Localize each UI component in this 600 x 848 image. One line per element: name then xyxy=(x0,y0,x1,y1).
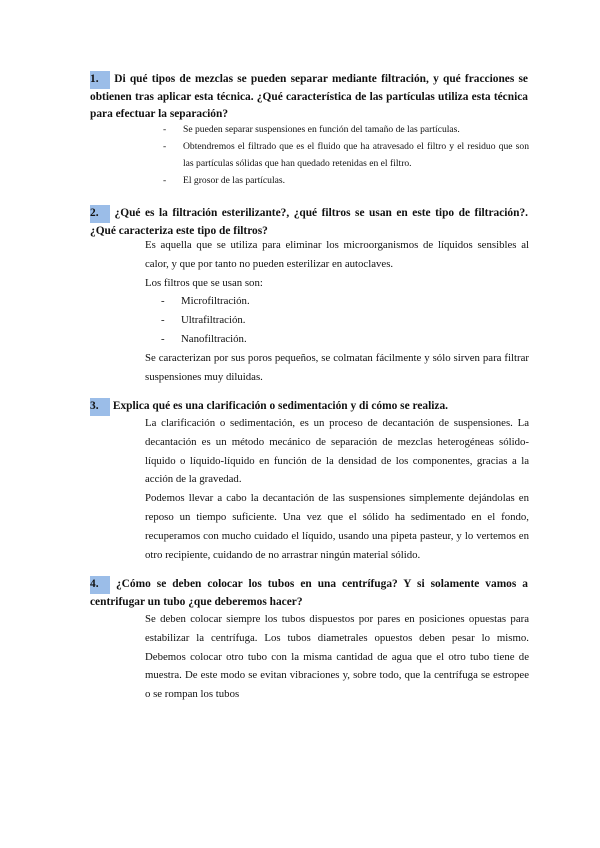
question-number: 3. xyxy=(90,398,110,416)
list-item: - Obtendremos el filtrado que es el fluido que ha atravesado el filtro y el residuo que son las partículas sólidas que han quedado retenidas en el filtro. xyxy=(163,138,529,172)
question-3-answer xyxy=(145,414,529,564)
paragraph: La clarificación o sedimentación, es un proceso de decantación de suspensiones. La decantación es un método mecánico de separación de mezclas heterogéneas sólido-líquido o líquido-líquido en función de la densidad de los componentes, gracias a la acción de la gravedad. xyxy=(145,417,529,486)
question-2-answer xyxy=(145,236,529,386)
question-text: Explica qué es una clarificación o sedimentación y di cómo se realiza. xyxy=(112,400,449,412)
list-item: - Se pueden separar suspensiones en función del tamaño de las partículas. xyxy=(163,121,529,138)
paragraph: Los filtros que se usan son: xyxy=(145,276,263,289)
question-text: Di qué tipos de mezclas se pueden separar mediante filtración, y qué fracciones se obtienen tras aplicar esta técnica. ¿Qué característica de las partículas utiliza esta técnica para efectuar la separación? xyxy=(90,73,528,120)
paragraph: Se caracterizan por sus poros pequeños, se colmatan fácilmente y sólo sirven para filtrar suspensiones muy diluidas. xyxy=(145,351,529,383)
question-number: 1. xyxy=(90,71,110,89)
paragraph: Podemos llevar a cabo la decantación de las suspensiones simplemente dejándolas en reposo un tiempo suficiente. Una vez que el sólido ha sedimentado en el fondo, recuperamos con mucho cuidado el líquido, usando una pipeta pasteur, y lo vertemos en otro recipiente, cuidando de no arrastrar ningún material sólido. xyxy=(145,492,529,561)
list-item: - Microfiltración. xyxy=(145,292,529,311)
question-text: ¿Cómo se deben colocar los tubos en una centrífuga? Y si solamente vamos a centrifugar un tubo ¿que deberemos hacer? xyxy=(90,578,528,608)
list-item: - Ultrafiltración. xyxy=(145,311,529,330)
list-item: - Nanofiltración. xyxy=(145,330,529,349)
question-4-answer xyxy=(145,610,529,704)
question-number: 4. xyxy=(90,576,110,594)
list-item: - El grosor de las partículas. xyxy=(163,172,529,189)
paragraph: Es aquella que se utiliza para eliminar los microorganismos de líquidos sensibles al calor, y que por tanto no pueden esterilizar en autoclaves. xyxy=(145,239,529,270)
question-2-heading xyxy=(90,205,528,240)
paragraph: Se deben colocar siempre los tubos dispuestos por pares en posiciones opuestas para estabilizar la centrífuga. Los tubos diametrales opuestos deben pesar lo mismo. Debemos colocar otro tubo con la misma cantidad de agua que el otro tubo tiene de muestra. De este modo se evitan vibraciones y, sobre todo, que la centrífuga se estropee o se rompan los tubos xyxy=(145,613,529,701)
question-1-heading xyxy=(90,71,528,124)
question-number: 2. xyxy=(90,205,110,223)
question-3-heading xyxy=(90,398,528,416)
question-text: ¿Qué es la filtración esterilizante?, ¿qué filtros se usan en este tipo de filtración?. ¿Qué caracteriza este tipo de filtros? xyxy=(90,207,529,237)
question-1-answer xyxy=(163,121,529,189)
question-4-heading xyxy=(90,576,528,611)
